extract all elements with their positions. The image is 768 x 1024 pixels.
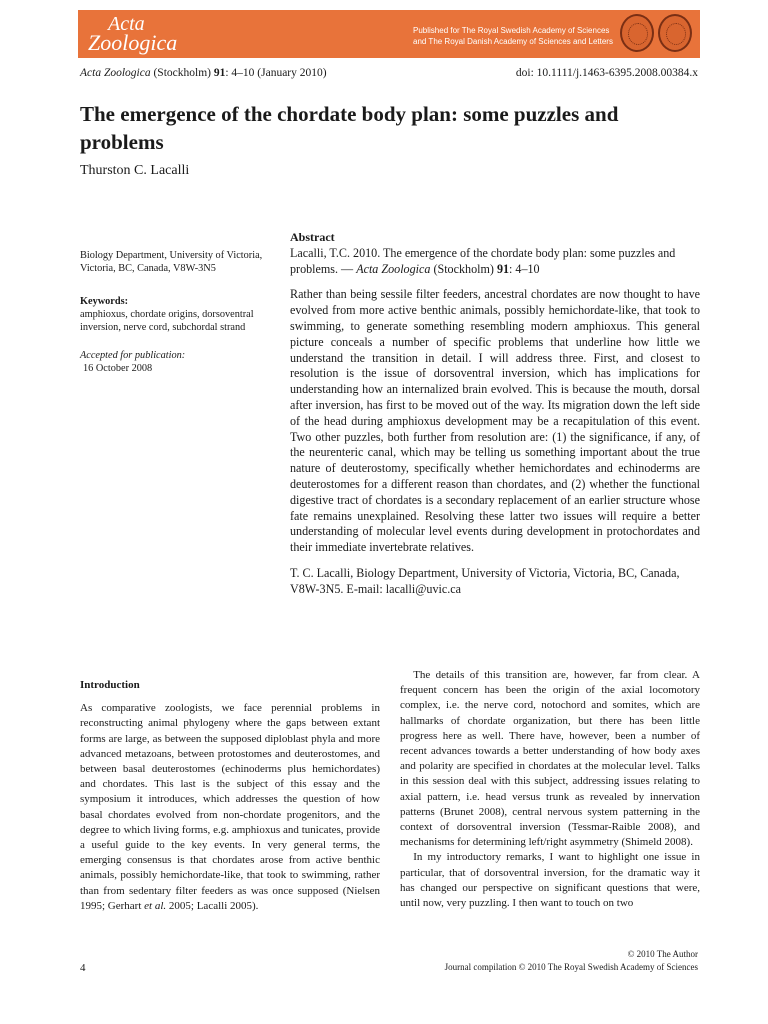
page-number: 4 <box>80 962 86 974</box>
swedish-academy-seal-icon <box>620 14 654 52</box>
column-right <box>400 668 700 911</box>
citation-location: (Stockholm) <box>150 67 214 79</box>
abstract-ref-volume: 91 <box>496 261 510 276</box>
publisher-statement <box>413 25 633 47</box>
intro-p1-etal: et al. <box>144 899 167 912</box>
copyright-compilation: Journal compilation © 2010 The Royal Swedish Academy of Sciences <box>444 962 698 972</box>
affiliation: Biology Department, University of Victoria, Victoria, BC, Canada, V8W-3N5 <box>80 250 263 274</box>
abstract-reference <box>290 246 700 278</box>
accepted-label: Accepted for publication: <box>80 350 186 361</box>
journal-banner <box>78 10 700 58</box>
article-title: The emergence of the chordate body plan: some puzzles and problems <box>80 102 619 154</box>
column-left <box>80 668 380 914</box>
copyright-author: © 2010 The Author <box>627 949 698 959</box>
citation-volume: 91 <box>213 67 226 79</box>
publisher-line-2: and The Royal Danish Academy of Sciences and Letters <box>413 37 613 46</box>
abstract-body: Rather than being sessile filter feeders, ancestral chordates are now thought to have evolved from more active benthic animals, possibly hemichordate-like, that took to swimming, to generate something resembling modern amphioxus. This general picture conceals a number of specific problems that underline how little we understand the transition in detail. I will address three. First, and closest to resolution is the issue of dorsoventral inversion, which has implications for understanding how an internalized brain evolved. This is because the mouth, dorsal after inversion, has first to be moved out of the way. Its migration down the left side of the head during amphioxus development may be a recapitulation of this event. Two other puzzles, both further from resolution are: (1) the significance, if any, of the neurenteric canal, which may be telling us something important about the true nature of deuterostomy, specifically whether hemichordates and echinoderms are deuterostomes for a different reason than chordates, and (2) whether the functional digestive tract of chordates is a secondary replacement of an earlier structure whose fate remains unexplained. Resolving these latter two issues will require a better understanding of molecular level events during development in protochordates and their immediate invertebrate relatives. <box>290 287 700 555</box>
abstract-block <box>290 230 700 598</box>
copyright-footer <box>445 948 698 974</box>
keywords-block <box>80 295 270 334</box>
abstract-heading: Abstract <box>290 230 335 244</box>
keywords-heading: Keywords: <box>80 296 129 307</box>
intro-paragraph-2: The details of this transition are, however, far from clear. A frequent concern has been the origin of the axial locomotory complex, i.e. the nerve cord, notochord and somites, which are hallmarks of chordate organization, but there has been little progress here as well. There have, however, been a number of recent advances towards a better understanding of how body axes and polarity are specified in chordates at the molecular level. Talks in this session deal with this subject, addressing issues relating to axial pattern, i.e. head versus trunk as revealed by innervation patterns (Brunet 2008), central nervous system patterning in the context of dorsoventral inversion (Tessmar-Raible 2008), and mechanisms for determining left/right asymmetry (Shimeld 2008). <box>400 669 700 849</box>
journal-logo <box>86 14 196 56</box>
publisher-line-1: Published for The Royal Swedish Academy of Sciences <box>413 26 610 35</box>
correspondence: T. C. Lacalli, Biology Department, University of Victoria, Victoria, BC, Canada, V8W-3N5. E-mail: lacalli@uvic.ca <box>290 565 680 596</box>
intro-paragraph-3: In my introductory remarks, I want to highlight one issue in particular, that of dorsoventral inversion, for the dramatic way it has changed our perspective on significant questions that were, until now, very puzzling. I then want to touch on two <box>400 851 700 910</box>
accepted-date: 16 October 2008 <box>83 363 153 374</box>
citation-pages-date: : 4–10 (January 2010) <box>225 67 327 79</box>
intro-p1-part-b: 2005; Lacalli 2005). <box>166 899 259 912</box>
abstract-ref-pages: : 4–10 <box>509 261 540 276</box>
introduction-heading: Introduction <box>80 679 140 691</box>
keywords-text: amphioxus, chordate origins, dorsoventral inversion, nerve cord, subchordal strand <box>80 309 254 333</box>
intro-paragraph-1 <box>80 701 380 914</box>
doi: doi: 10.1111/j.1463-6395.2008.00384.x <box>515 67 698 79</box>
logo-line-1: Acta <box>108 13 145 35</box>
logo-line-2: Zoologica <box>88 30 178 55</box>
intro-p1-part-a: As comparative zoologists, we face perennial problems in reconstructing animal phylogeny where the gaps between extant forms are large, as between the supposed diploblast phyla and more advanced metazoans, between protostomes and deuterostomes, and between basal deuterostomes (echinoderms plus hemichordates) and chordates. This last is the subject of this essay and the symposium it introduces, which addresses the question of how basal chordates evolved from non-chordate progenitors, and the degree to which living forms, e.g. amphioxus and tunicates, provide a useful guide to the key events. In very general terms, the emerging consensus is that chordates arose from active benthic animals, possibly hemichordate-like, that took to swimming, rather than from sedentary filter feeders as was once supposed (Nielsen 1995; Gerhart <box>80 702 380 912</box>
abstract-ref-location: (Stockholm) <box>430 261 497 276</box>
citation-journal: Acta Zoologica <box>80 67 151 79</box>
article-author: Thurston C. Lacalli <box>80 163 190 178</box>
abstract-ref-prefix: Lacalli, T.C. 2010. The emergence of the chordate body plan: some puzzles and problems. — <box>290 245 676 276</box>
accepted-block <box>80 349 270 375</box>
abstract-ref-journal: Acta Zoologica <box>356 261 431 276</box>
danish-academy-seal-icon <box>658 14 692 52</box>
journal-citation <box>80 67 327 79</box>
